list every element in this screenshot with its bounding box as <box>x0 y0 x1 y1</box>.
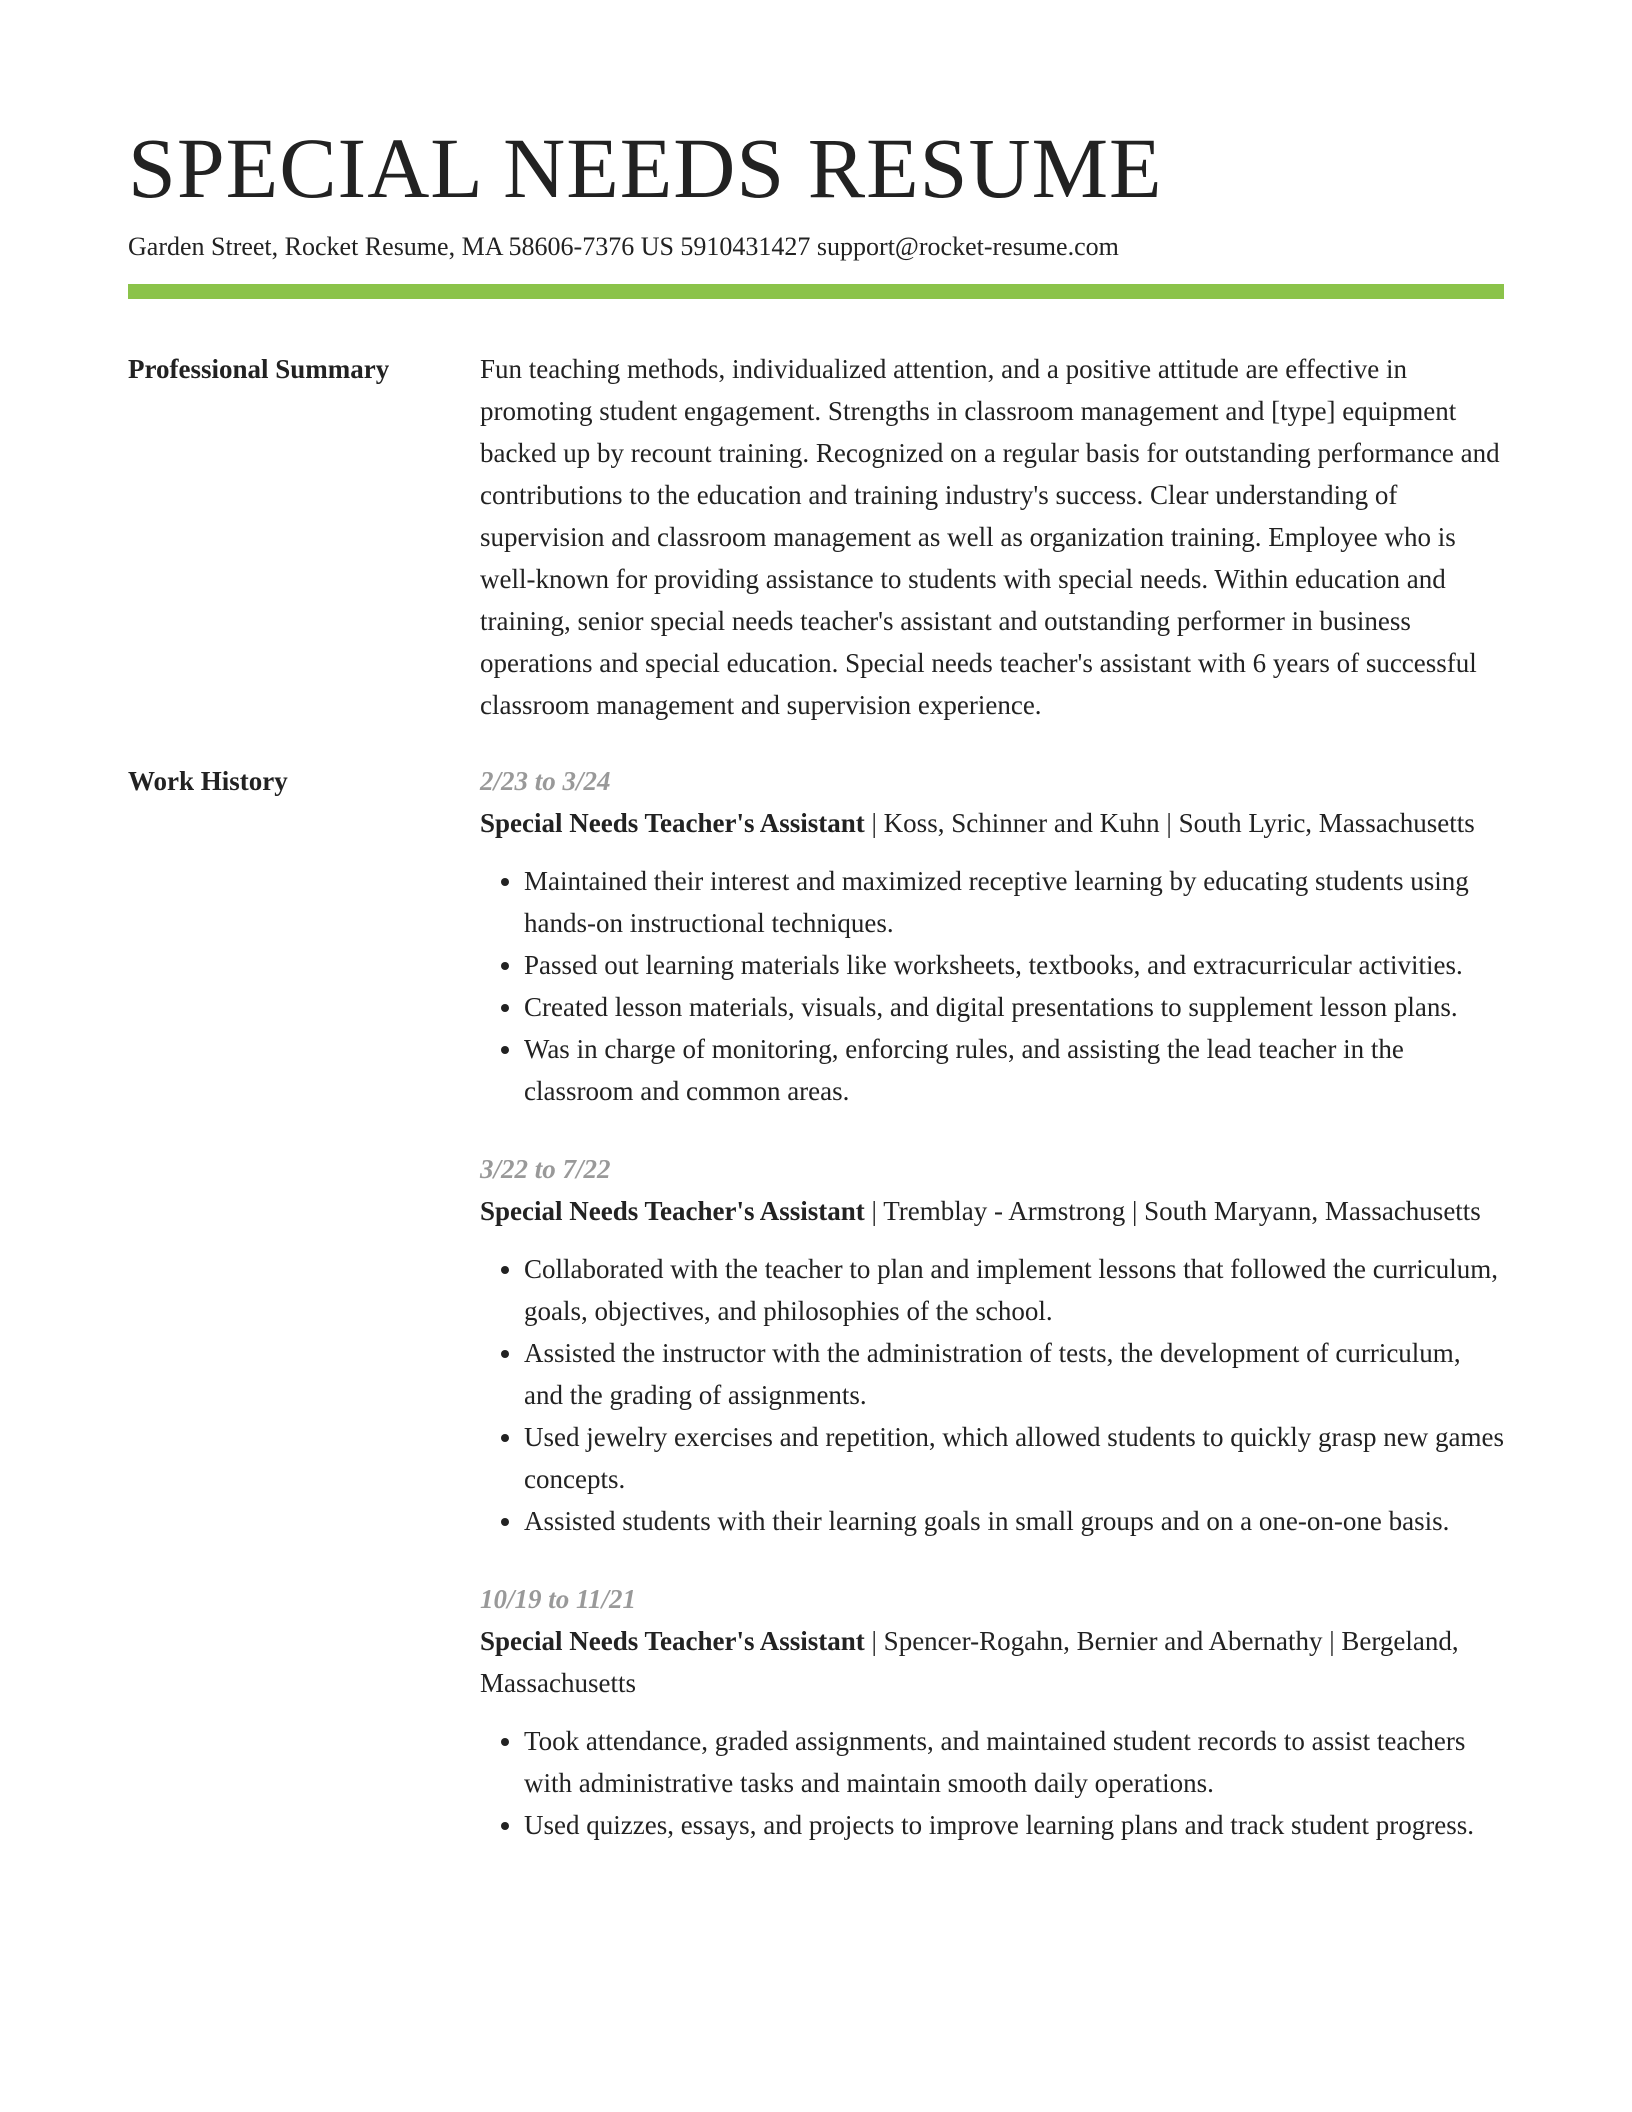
job-dates: 10/19 to 11/21 <box>480 1584 637 1614</box>
section-label-professional-summary: Professional Summary <box>128 354 390 384</box>
job-bullet: • Was in charge of monitoring, enforcing rules, and assisting the lead teacher in the classroom and common areas. <box>524 1028 1504 1112</box>
work-history-list <box>480 760 1504 1882</box>
job-dates: 2/23 to 3/24 <box>480 766 611 796</box>
job-bullet: • Maintained their interest and maximized receptive learning by educating students using hands-on instructional techniques. <box>524 860 1504 944</box>
job-heading <box>480 802 1504 844</box>
job-bullet: • Used quizzes, essays, and projects to improve learning plans and track student progress. <box>524 1804 1504 1846</box>
job-bullet: • Passed out learning materials like worksheets, textbooks, and extracurricular activities. <box>524 944 1504 986</box>
professional-summary-section <box>128 348 1504 726</box>
work-history-section <box>128 760 1504 1882</box>
job-employer-location: | Koss, Schinner and Kuhn | South Lyric, Massachusetts <box>864 808 1475 838</box>
job-employer-location: | Spencer-Rogahn, Bernier and Abernathy | Bergeland, Massachusetts <box>480 1626 1459 1698</box>
job-entry <box>480 1148 1504 1542</box>
job-bullet-list <box>480 1248 1504 1542</box>
job-bullet: • Collaborated with the teacher to plan and implement lessons that followed the curriculum, goals, objectives, and philosophies of the school. <box>524 1248 1504 1332</box>
job-entry <box>480 760 1504 1112</box>
job-bullet: • Assisted the instructor with the administration of tests, the development of curriculum, and the grading of assignments. <box>524 1332 1504 1416</box>
job-heading <box>480 1190 1504 1232</box>
job-dates: 3/22 to 7/22 <box>480 1154 611 1184</box>
job-entry <box>480 1578 1504 1846</box>
job-bullet-list <box>480 860 1504 1112</box>
job-bullet: • Created lesson materials, visuals, and digital presentations to supplement lesson plans. <box>524 986 1504 1028</box>
job-title: Special Needs Teacher's Assistant <box>480 1626 865 1656</box>
job-title: Special Needs Teacher's Assistant <box>480 808 865 838</box>
job-bullet: • Used jewelry exercises and repetition, which allowed students to quickly grasp new games concepts. <box>524 1416 1504 1500</box>
job-title: Special Needs Teacher's Assistant <box>480 1196 865 1226</box>
resume-page <box>128 118 1504 1882</box>
professional-summary-text: Fun teaching methods, individualized attention, and a positive attitude are effective in promoting student engagement. Strengths in classroom management and [type] equipment backed up by recount training. Recognized on a regular basis for outstanding performance and contributions to the education and training industry's success. Clear understanding of supervision and classroom management as well as organization training. Employee who is well-known for providing assistance to students with special needs. Within education and training, senior special needs teacher's assistant and outstanding performer in business operations and special education. Special needs teacher's assistant with 6 years of successful classroom management and supervision experience. <box>480 354 1500 720</box>
job-bullet: • Took attendance, graded assignments, and maintained student records to assist teachers with administrative tasks and maintain smooth daily operations. <box>524 1720 1504 1804</box>
contact-info: Garden Street, Rocket Resume, MA 58606-7376 US 5910431427 support@rocket-resume.com <box>128 232 1119 261</box>
job-employer-location: | Tremblay - Armstrong | South Maryann, Massachusetts <box>864 1196 1481 1226</box>
resume-title: SPECIAL NEEDS RESUME <box>128 120 1163 216</box>
header-divider <box>128 284 1504 299</box>
section-label-work-history: Work History <box>128 766 288 796</box>
job-bullet-list <box>480 1720 1504 1846</box>
job-bullet: • Assisted students with their learning goals in small groups and on a one-on-one basis. <box>524 1500 1504 1542</box>
job-heading <box>480 1620 1504 1704</box>
